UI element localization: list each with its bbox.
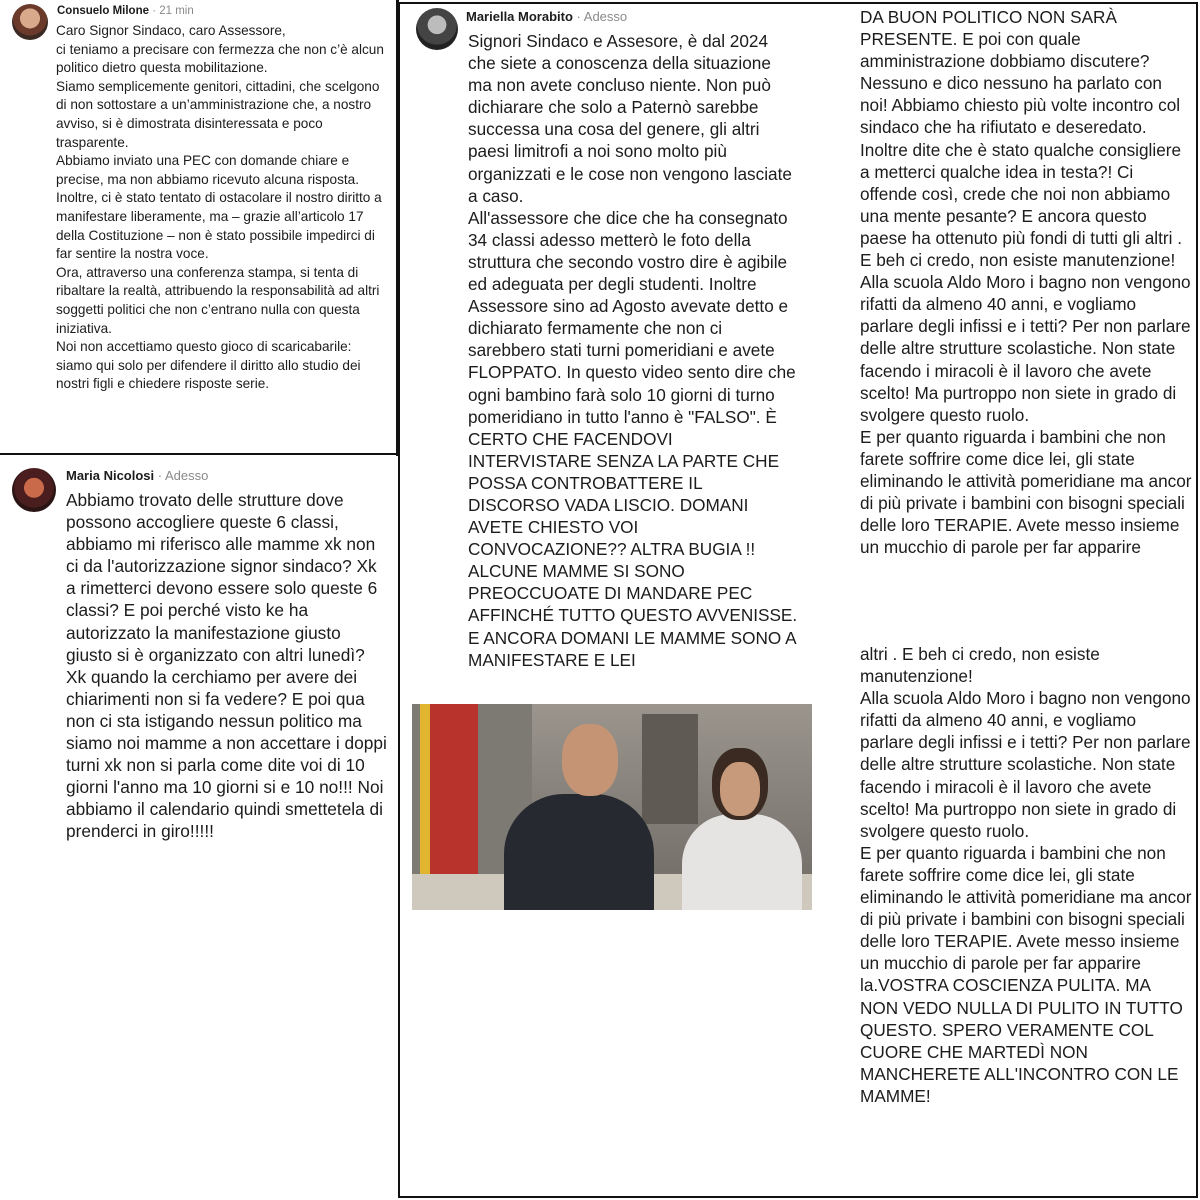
comment-text: DA BUON POLITICO NON SARÀ PRESENTE. E poi con quale amministrazione dobbiamo discutere? Nessuno e dico nessuno ha parlato con noi! Abbiamo chiesto più volte incontro col sindaco che ha rifiutato e deseredato. Inoltre dite che è stato qualche consigliere a metterci qualche idea in testa?! Ci offende così, crede che noi non abbiamo una mente pesante? E ancora questo paese ha ottenuto più fondi di tutti gli altri . E beh ci credo, non esiste manutenzione! Alla scuola Aldo Moro i bagno non vengono rifatti da almeno 40 anni, e vogliamo parlare degli infissi e i tetti? Per non parlare delle altre strutture scolastiche. Non state facendo i miracoli è il lavoro che avete scelto! Ma purtroppo non siete in grado di svolgere questo ruolo. E per quanto riguarda i bambini che non farete soffrire come dice lei, gli state eliminando le attività pomeridiane ma ancor di più private i bambini con bisogni speciali delle loro TERAPIE. Avete messo insieme un mucchio di parole per far apparire xyxy=(860,7,1192,558)
comment-time: · Adesso xyxy=(157,468,209,483)
comment-body xyxy=(56,22,391,394)
avatar[interactable] xyxy=(12,4,48,40)
comment-text: Caro Signor Sindaco, caro Assessore, ci teniamo a precisare con fermezza che non c’è alcun politico dietro questa mobilitazione. Siamo semplicemente genitori, cittadini, che scelgono di non sottostare a un’amministrazione che, a nostro avviso, si è dimostrata disinteressata e poco trasparente. Abbiamo inviato una PEC con domande chiare e precise, ma non abbiamo ricevuto alcuna risposta. Inoltre, ci è stato tentato di ostacolare il nostro diritto a manifestare liberamente, ma – grazie all’articolo 17 della Costituzione – non è stato possibile impedirci di far sentire la nostra voce. Ora, attraverso una conferenza stampa, si tenta di ribaltare la realtà, attribuendo la responsabilità ad altri soggetti politici che non c’entrano nulla con questa iniziativa. Noi non accettiamo questo gioco di scaricabarile: siamo qui solo per difendere il diritto allo studio dei nostri figli e chiedere risposte serie. xyxy=(56,23,384,392)
comment-header xyxy=(57,5,194,17)
comment-text: Signori Sindaco e Assesore, è dal 2024 che siete a conoscenza della situazione ma non avete concluso niente. Non può dichiarare che solo a Paternò sarebbe successa una cosa del genere, gli altri paesi limitrofi a noi sono molto più organizzati e le cose non vengono lasciate a caso. All'assessore che dice che ha consegnato 34 classi adesso metterò le foto della struttura che secondo vostro dire è agibile ed adeguata per degli studenti. Inoltre Assessore sino ad Agosto avevate detto e dichiarato fermamente che non ci sarebbero stati turni pomeridiani e avete FLOPPATO. In questo video sento dire che ogni bambino farà solo 10 giorni di turno pomeridiano in tutto l'anno è "FALSO". È CERTO CHE FACENDOVI INTERVISTARE SENZA LA PARTE CHE POSSA CONTROBATTERE IL DISCORSO VADA LISCIO. DOMANI AVETE CHIESTO VOI CONVOCAZIONE?? ALTRA BUGIA !! ALCUNE MAMME SI SONO PREOCCUOATE DI MANDARE PEC AFFINCHÉ TUTTO QUESTO AVVENISSE. E ANCORA DOMANI LE MAMME SONO A MANIFESTARE E LEI xyxy=(468,31,798,670)
comment-mariella-morabito xyxy=(398,2,1198,1198)
video-person-man xyxy=(504,794,654,910)
comment-maria-nicolosi xyxy=(0,458,398,1200)
avatar[interactable] xyxy=(12,468,56,512)
video-thumbnail[interactable] xyxy=(412,704,812,910)
video-person-man-head xyxy=(562,724,618,796)
comment-time: · 21 min xyxy=(152,5,194,17)
author-name[interactable]: Consuelo Milone xyxy=(57,5,149,17)
comment-text: Abbiamo trovato delle strutture dove possono accogliere queste 6 classi, abbiamo mi riferisco alle mamme xk non ci da l'autorizzazione signor sindaco? Xk a rimetterci devono essere solo queste 6 classi? E poi perché visto ke ha autorizzato la manifestazione giusto giusto si è organizzato con altri lunedì? Xk quando la cerchiamo per avere dei chiarimenti non si fa vedere? E poi qua non ci sta istigando nessun politico ma siamo noi mamme a non accettare i doppi turni xk non si parla come dite voi di 10 giorni l'anno ma 10 giorni si e 10 no!!! Noi abbiamo il calendario quindi smettetela di prenderci in giro!!!!! xyxy=(66,490,387,842)
comment-body-column-2 xyxy=(860,6,1192,1107)
video-person-woman-face xyxy=(720,762,760,816)
comment-header xyxy=(66,468,208,483)
video-person-woman xyxy=(682,814,802,910)
comment-header xyxy=(466,9,627,24)
comment-text: altri . E beh ci credo, non esiste manutenzione! Alla scuola Aldo Moro i bagno non vengono rifatti da almeno 40 anni, e vogliamo parlare degli infissi e i tetti? Per non parlare delle altre strutture scolastiche. Non state facendo i miracoli è il lavoro che avete scelto! Ma purtroppo non siete in grado di svolgere questo ruolo. E per quanto riguarda i bambini che non farete soffrire come dice lei, gli state eliminando le attività pomeridiane ma ancor di più private i bambini con bisogni speciali delle loro TERAPIE. Avete messo insieme un mucchio di parole per far apparire la.VOSTRA COSCIENZA PULITA. MA NON VEDO NULLA DI PULITO IN TUTTO QUESTO. SPERO VERAMENTE COL CUORE CHE MARTEDÌ NON MANCHERETE ALL'INCONTRO CON LE MAMME! xyxy=(860,644,1192,1106)
comment-text-segment xyxy=(860,643,1192,1107)
avatar[interactable] xyxy=(416,8,458,50)
comment-consuelo-milone xyxy=(0,0,396,451)
divider xyxy=(0,453,400,455)
comment-text-segment xyxy=(860,6,1192,639)
comment-time: · Adesso xyxy=(576,9,628,24)
author-name[interactable]: Maria Nicolosi xyxy=(66,468,155,483)
video-tower-picture xyxy=(642,714,698,824)
comment-body xyxy=(66,489,388,843)
author-name[interactable]: Mariella Morabito xyxy=(466,9,573,24)
comment-body-column-1 xyxy=(468,30,798,688)
